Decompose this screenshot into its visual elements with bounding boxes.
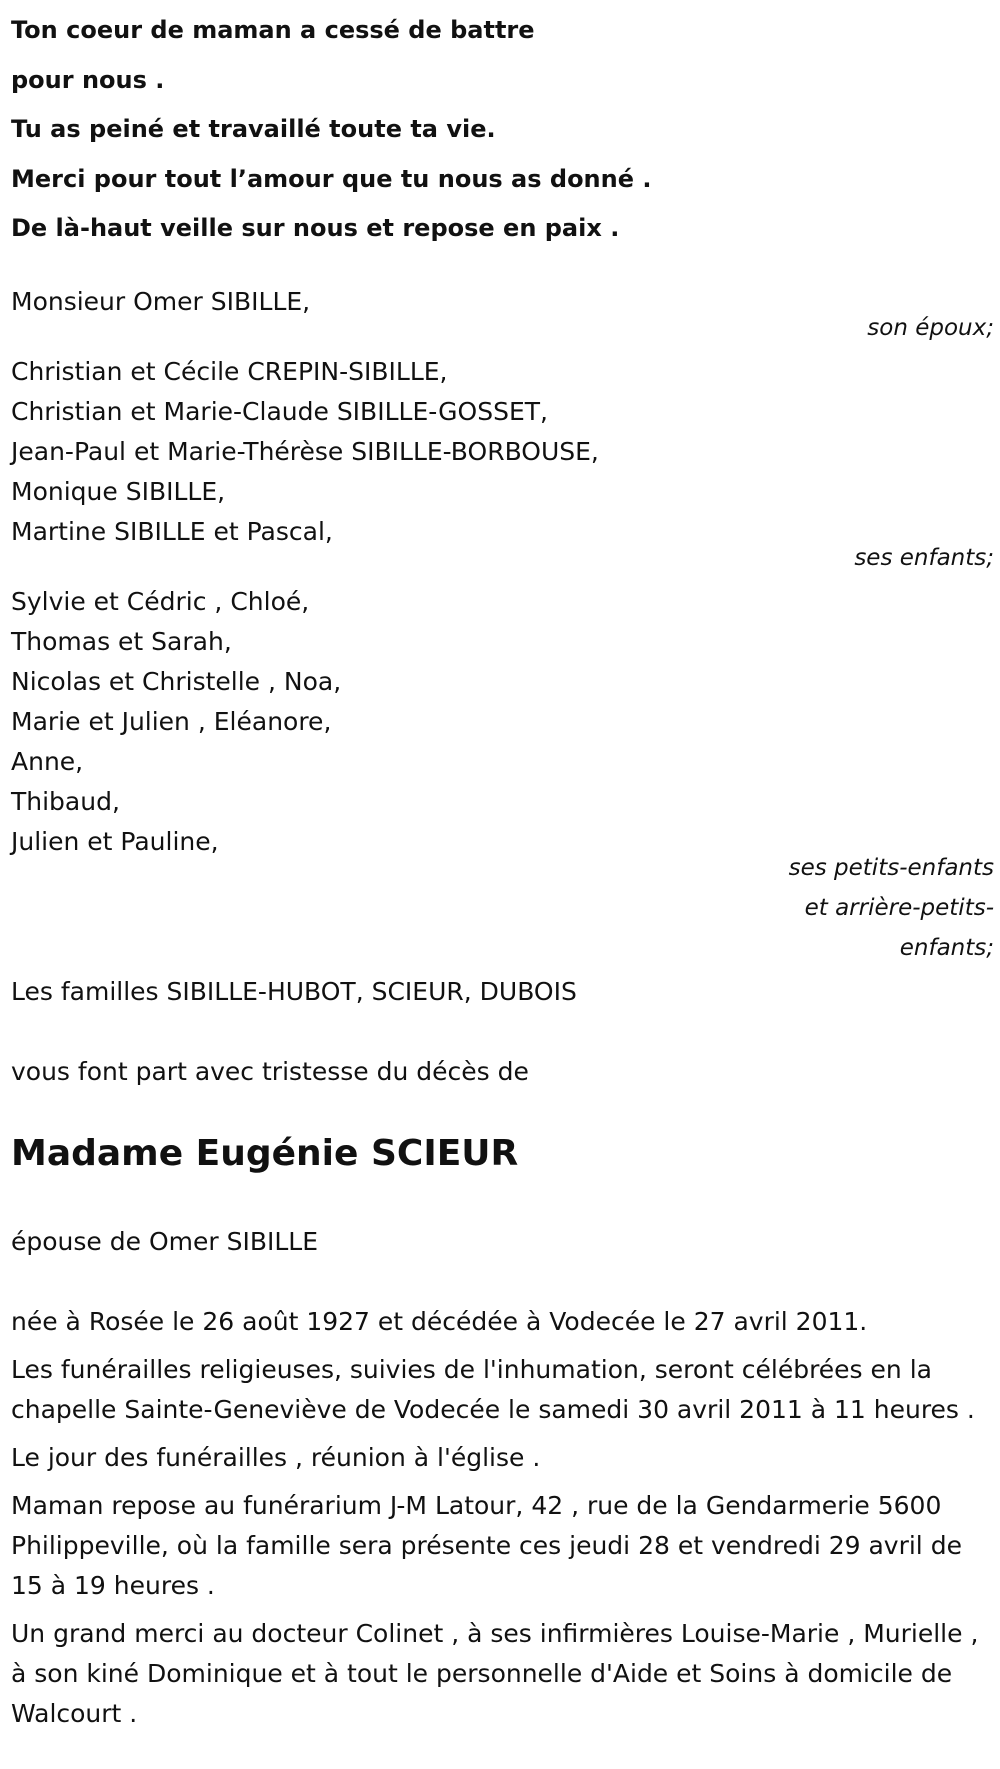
poem-line: De là-haut veille sur nous et repose en paix . — [11, 214, 620, 242]
children-names — [11, 352, 996, 552]
family-member-name: Christian et Cécile CREPIN-SIBILLE, — [11, 356, 448, 386]
family-member-name: Julien et Pauline, — [11, 826, 219, 856]
children-section — [11, 352, 996, 578]
deceased-name: Madame Eugénie SCIEUR — [11, 1132, 519, 1174]
birth-death-paragraph: née à Rosée le 26 août 1927 et décédée à Vodecée le 27 avril 2011. — [11, 1306, 868, 1336]
announcement-line: vous font part avec tristesse du décès de — [11, 1056, 529, 1086]
poem — [11, 6, 996, 254]
funeral-paragraph: Les funérailles religieuses, suivies de l'inhumation, seront célébrées en la chapelle Sainte-Geneviève de Vodecée le samedi 30 avril 2011 à 11 heures . — [11, 1354, 975, 1424]
relationship-label: ses enfants; — [854, 544, 994, 571]
funerarium-paragraph: Maman repose au funérarium J-M Latour, 42 , rue de la Gendarmerie 5600 Philippeville, où la famille sera présente ces jeudi 28 et vendredi 29 avril de 15 à 19 heures . — [11, 1490, 962, 1600]
family-member-name: Jean-Paul et Marie-Thérèse SIBILLE-BORBOUSE, — [11, 436, 599, 466]
family-member-name: Anne, — [11, 746, 84, 776]
poem-line: Merci pour tout l’amour que tu nous as donné . — [11, 164, 652, 193]
grandchildren-section — [11, 582, 996, 968]
family-member-name: Monsieur Omer SIBILLE, — [11, 286, 311, 316]
thanks-paragraph: Un grand merci au docteur Colinet , à ses infirmières Louise-Marie , Murielle , à son kiné Dominique et à tout le personnelle d'Aide et Soins à domicile de Walcourt . — [11, 1618, 979, 1728]
poem-line: Ton coeur de maman a cessé de battre — [11, 16, 535, 44]
family-member-name: Monique SIBILLE, — [11, 476, 226, 506]
spouse-section — [11, 282, 996, 348]
family-member-name: Thomas et Sarah, — [11, 626, 232, 656]
gathering-paragraph: Le jour des funérailles , réunion à l'église . — [11, 1442, 541, 1472]
family-member-name: Thibaud, — [11, 786, 120, 816]
poem-line: pour nous . — [11, 65, 165, 94]
family-member-name: Martine SIBILLE et Pascal, — [11, 516, 333, 546]
grandchildren-names — [11, 582, 996, 862]
obituary-content — [11, 6, 996, 1734]
family-member-name: Nicolas et Christelle , Noa, — [11, 666, 342, 696]
poem-line: Tu as peiné et travaillé toute ta vie. — [11, 115, 496, 143]
relationship-label: et arrière-petits- — [804, 894, 994, 921]
relationship-label: son époux; — [867, 314, 994, 341]
family-member-name: Sylvie et Cédric , Chloé, — [11, 586, 310, 616]
family-member-name: Marie et Julien , Eléanore, — [11, 706, 332, 736]
details-section — [11, 1302, 996, 1734]
grandchildren-role — [11, 848, 996, 968]
spouse-of-line: épouse de Omer SIBILLE — [11, 1226, 318, 1256]
family-member-name: Christian et Marie-Claude SIBILLE-GOSSET, — [11, 396, 548, 426]
relationship-label: ses petits-enfants — [788, 854, 994, 881]
relationship-label: enfants; — [899, 934, 994, 961]
families-line: Les familles SIBILLE-HUBOT, SCIEUR, DUBOIS — [11, 976, 577, 1006]
